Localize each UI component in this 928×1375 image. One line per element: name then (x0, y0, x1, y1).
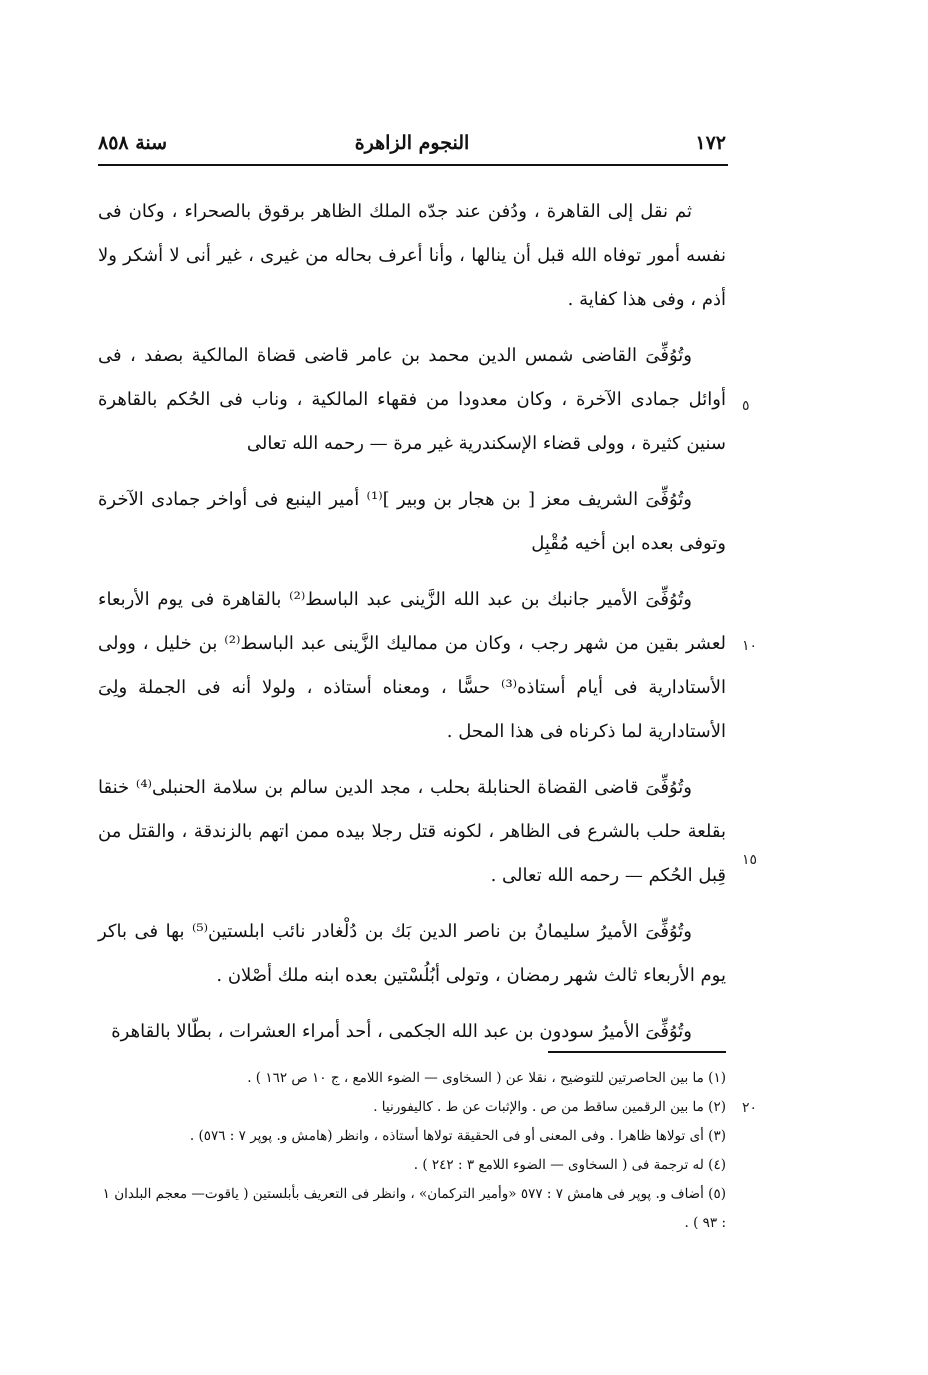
paragraph: وتُوُفِّىَ الأميرُ سودون بن عبد الله الجكمى ، أحد أمراء العشرات ، بطّالا بالقاهرة (111, 1021, 692, 1042)
header-rule (98, 164, 728, 166)
year-label: سنة ٨٥٨ (98, 132, 168, 154)
paragraph: ثم نقل إلى القاهرة ، ودُفن عند جدّه الملك الظاهر برقوق بالصحراء ، وكان فى نفسه أمور توفاه الله قبل أن ينالها ، وأنا أعرف بحاله من غيرى ، غير أنى لا أشكر ولا أذم ، وفى هذا كفاية . (98, 201, 726, 310)
footnote: (١) ما بين الحاصرتين للتوضيح ، نقلا عن ( السخاوى — الضوء اللامع ، ج ١٠ ص ١٦٢ ) . (247, 1070, 726, 1086)
footnote: (٣) أى تولاها ظاهرا . وفى المعنى أو فى الحقيقة تولاها أستاذه ، وانظر (هامش و. پوپر ٧ : ٥٧٦) . (189, 1128, 726, 1144)
paragraph: وتُوُفِّىَ القاضى شمس الدين محمد بن عامر قاضى قضاة المالكية بصفد ، فى أوائل جمادى الآخرة ، وكان معدودا من فقهاء المالكية ، وناب فى الحُكم بالقاهرة سنين كثيرة ، وولى قضاء الإسكندرية غير مرة — رحمه الله تعالى (98, 345, 726, 454)
main-text (98, 190, 726, 1054)
line-number-20: ٢٠ (742, 1100, 758, 1116)
footnote-rule (548, 1051, 726, 1053)
line-number-10: ١٠ (742, 638, 758, 654)
footnotes (98, 1064, 726, 1238)
paragraph: وتُوُفِّىَ الأمير جانبك بن عبد الله الزَّينى عبد الباسط⁽²⁾ بالقاهرة فى يوم الأربعاء لعشر بقين من شهر رجب ، وكان من مماليك الزَّينى عبد الباسط⁽²⁾ بن خليل ، وولى الأستادارية فى أيام أستاذه⁽³⁾ حسًّا ، ومعناه أستاذه ، ولولا أنه فى الجملة ولِىَ الأستادارية لما ذكرناه فى هذا المحل . (98, 589, 727, 742)
book-title: النجوم الزاهرة (354, 132, 470, 154)
footnote: (٤) له ترجمة فى ( السخاوى — الضوء اللامع ٣ : ٢٤٢ ) . (413, 1157, 726, 1173)
paragraph: وتُوُفِّىَ الأميرُ سليمانُ بن ناصر الدين بَك بن دُلْغادر نائب ابلستين⁽⁵⁾ بها فى باكر يوم الأربعاء ثالث شهر رمضان ، وتولى أبُلُسْتين بعده ابنه ملك أصْلان . (98, 921, 726, 986)
line-number-5: ٥ (742, 398, 750, 414)
page-number: ١٧٢ (695, 132, 726, 154)
running-header (98, 128, 726, 162)
footnote: (٢) ما بين الرقمين ساقط من ص . والإثبات عن ط . كاليفورنيا . (373, 1099, 726, 1115)
line-number-15: ١٥ (742, 852, 758, 868)
paragraph: وتُوُفِّىَ الشريف معز [ بن هجار بن وبير ]⁽¹⁾ أمير الينبع فى أواخر جمادى الآخرة وتوفى بعده ابن أخيه مُقْبِل (98, 489, 726, 554)
footnote: (٥) أضاف و. پوپر فى هامش ٧ : ٥٧٧ «وأمير التركمان» ، وانظر فى التعريف بأبلستين ( ياقوت— معجم البلدان ١ : ٩٣ ) . (102, 1186, 726, 1231)
paragraph: وتُوُفِّىَ قاضى القضاة الحنابلة بحلب ، مجد الدين سالم بن سلامة الحنبلى⁽⁴⁾ خنقا بقلعة حلب بالشرع فى الظاهر ، لكونه قتل رجلا بيده ممن اتهم بالزندقة ، والقتل من قِبل الحُكم — رحمه الله تعالى . (98, 777, 726, 886)
